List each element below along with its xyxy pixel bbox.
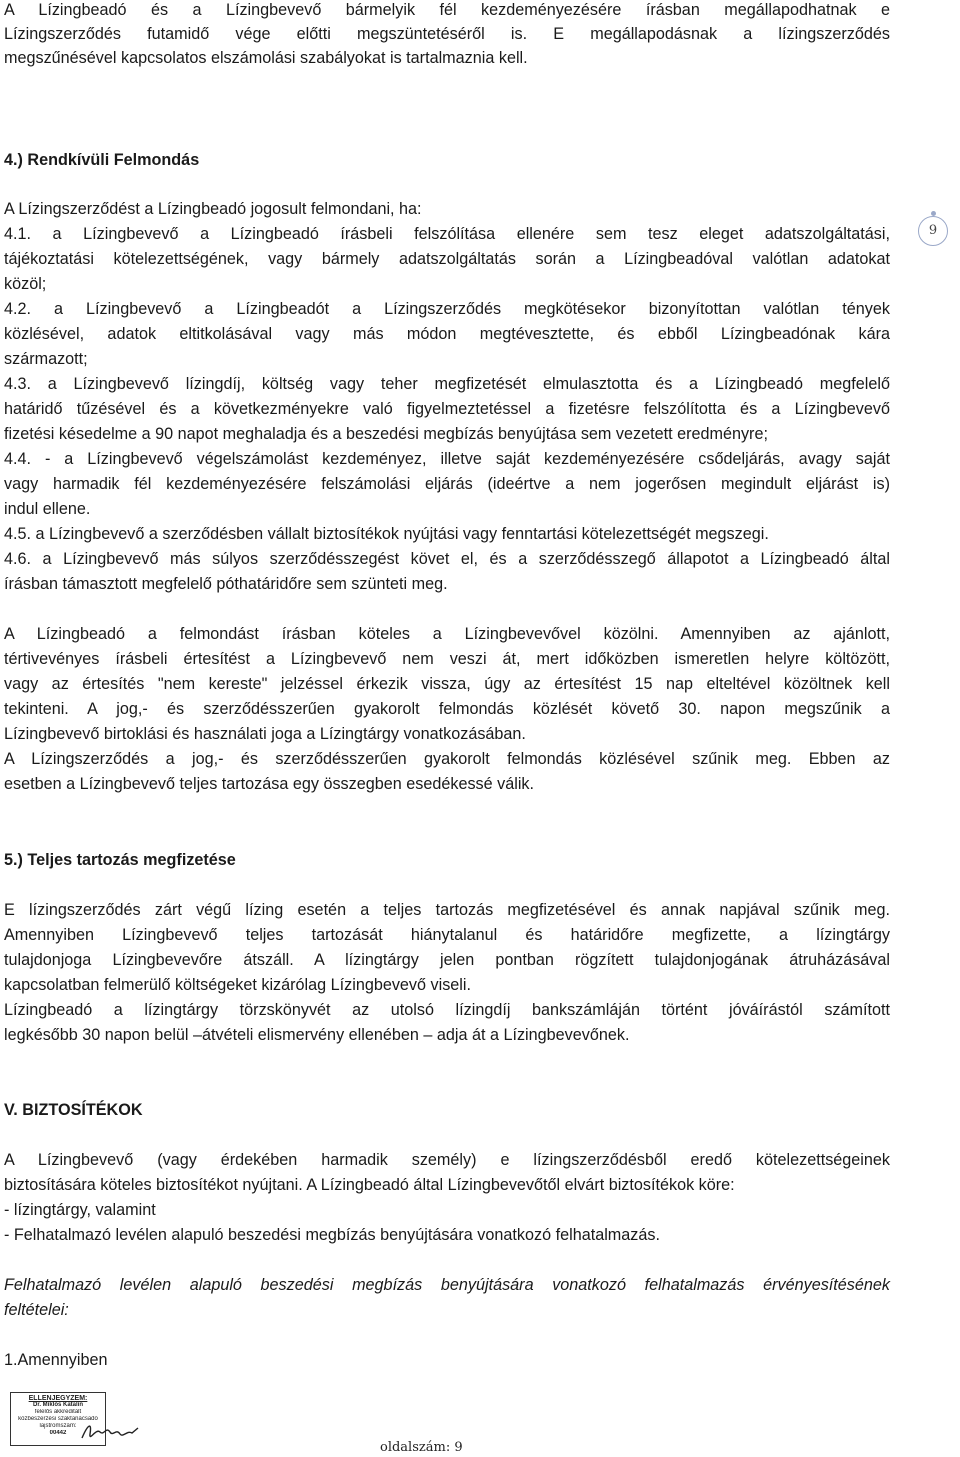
text-line: A Lízingszerződést a Lízingbeadó jogosult felmondani, ha: <box>4 200 422 218</box>
text-line: E lízingszerződés zárt végű lízing esetén a teljes tartozás megfizetésével és annak napjával szűnik meg. <box>4 901 890 919</box>
text-line: fizetési késedelme a 90 napot meghaladja és a beszedési megbízás benyújtása sem vezetett eredményre; <box>4 425 768 443</box>
text-line: A Lízingbeadó és a Lízingbevevő bármelyik fél kezdeményezésére írásban megállapodhatnak e <box>4 1 890 19</box>
text-line: - Felhatalmazó levélen alapuló beszedési megbízás benyújtására vonatkozó felhatalmazás. <box>4 1226 660 1244</box>
text-line: 4.5. a Lízingbevevő a szerződésben vállalt biztosítékok nyújtási vagy fenntartási kötelezettségét megszegi. <box>4 525 769 543</box>
text-line: határidő tűzésével és a következményekre való figyelmeztetéssel a fizetésre felszólította és a Lízingbevevő <box>4 400 890 418</box>
text-line: esetben a Lízingbevevő teljes tartozása egy összegben esedékessé válik. <box>4 775 535 793</box>
text-line: biztosítására köteles biztosítékot nyújtani. A Lízingbeadó által Lízingbevevőtől elvárt biztosítékok köre: <box>4 1176 735 1194</box>
section-heading: 5.) Teljes tartozás megfizetése <box>4 851 236 869</box>
page-marker: 9 <box>918 216 948 246</box>
text-line: A Lízingbeadó a felmondást írásban köteles a Lízingbevevővel közölni. Amennyiben az ajánlott, <box>4 625 890 643</box>
text-line: írásban támasztott megfelelő póthatáridőre sem szünteti meg. <box>4 575 448 593</box>
stamp-line: felelős akkreditált <box>34 1409 82 1415</box>
text-line: származott; <box>4 350 88 368</box>
text-line: megszűnésével kapcsolatos elszámolási szabályokat is tartalmaznia kell. <box>4 49 528 67</box>
text-line: vagy az értesítés "nem kereste" jelzéssel érkezik vissza, úgy az értesítést 15 nap elteltével közöltnek kell <box>4 675 890 693</box>
text-line: közlésével, adatok eltitkolásával vagy más módon megtévesztette, és ebből Lízingbeadónak kára <box>4 325 890 343</box>
text-line: legkésőbb 30 napon belül –átvételi elismervény ellenében – adja át a Lízingbevevőnek. <box>4 1026 630 1044</box>
stamp-title: ELLENJEGYZEM: <box>28 1395 88 1402</box>
text-line: 4.6. a Lízingbevevő más súlyos szerződésszegést követ el, és a szerződésszegő állapotot a Lízingbeadó által <box>4 550 890 568</box>
text-line: 4.1. a Lízingbevevő a Lízingbeadó írásbeli felszólítása ellenére sem tesz eleget adatszolgáltatási, <box>4 225 890 243</box>
stamp-line: lajstromszám: <box>39 1423 77 1429</box>
text-line: 4.3. a Lízingbevevő lízingdíj, költség vagy teher megfizetését elmulasztotta és a Lízingbeadó megfelelő <box>4 375 890 393</box>
text-line: tájékoztatási kötelezettségének, vagy bármely adatszolgáltatás során a Lízingbeadóval valótlan adatokat <box>4 250 890 268</box>
section-heading: V. BIZTOSÍTÉKOK <box>4 1101 143 1119</box>
signature-image <box>80 1418 140 1446</box>
stamp-line: közbeszerzési szaktanácsadó <box>18 1416 98 1422</box>
text-line: indul ellene. <box>4 500 91 518</box>
text-line: közöl; <box>4 275 47 293</box>
text-line: tekinteni. A jog,- és szerződésszerűen gyakorolt felmondás közlését követő 30. napon megszűnik a <box>4 700 890 718</box>
text-line: tértivevényes írásbeli értesítést a Lízingbevevő nem veszi át, mert időközben ismeretlen helyre költözött, <box>4 650 890 668</box>
section-heading: 4.) Rendkívüli Felmondás <box>4 151 200 169</box>
text-line: feltételei: <box>4 1301 69 1319</box>
text-line: vagy harmadik fél kezdeményezésére felszámolási eljárás (ideértve a nem jogerősen megindult eljárást is) <box>4 475 890 493</box>
text-line: A Lízingbevevő (vagy érdekében harmadik személy) e lízingszerződésből eredő kötelezettségeinek <box>4 1151 890 1169</box>
text-line: Lízingbevevő birtoklási és használati joga a Lízingtárgy vonatkozásában. <box>4 725 526 743</box>
text-line: Lízingbeadó a lízingtárgy törzskönyvét az utolsó lízingdíj bankszámláján történt jóváírástól számított <box>4 1001 890 1019</box>
stamp-name: Dr. Miklós Katalin <box>32 1402 83 1408</box>
text-line: 4.2. a Lízingbevevő a Lízingbeadót a Lízingszerződés megkötésekor bizonyítottan valótlan tények <box>4 300 890 318</box>
text-line: Lízingszerződés futamidő vége előtti megszüntetéséről is. E megállapodásnak a lízingszerződés <box>4 25 890 43</box>
text-line: 1.Amennyiben <box>4 1351 108 1369</box>
text-line: kapcsolatban felmerülő költségeket kizárólag Lízingbevevő viseli. <box>4 976 471 994</box>
text-line: 4.4. - a Lízingbevevő végelszámolást kezdeményez, illetve saját kezdeményezésére csődeljárás, avagy saját <box>4 450 890 468</box>
text-line: Amennyiben Lízingbevevő teljes tartozását hiánytalanul és határidőre megfizette, a lízingtárgy <box>4 926 890 944</box>
text-line: A Lízingszerződés a jog,- és szerződésszerűen gyakorolt felmondás közlésével szűnik meg. Ebben az <box>4 750 890 768</box>
text-line: Felhatalmazó levélen alapuló beszedési megbízás benyújtására vonatkozó felhatalmazás érvényesítésének <box>4 1276 890 1294</box>
stamp-number: 00442 <box>49 1430 67 1436</box>
text-line: - lízingtárgy, valamint <box>4 1201 156 1219</box>
text-line: tulajdonjoga Lízingbevevőre átszáll. A lízingtárgy jelen pontban rögzített tulajdonjogának átruházásával <box>4 951 890 969</box>
page-number-footer: oldalszám: 9 <box>380 1440 463 1455</box>
